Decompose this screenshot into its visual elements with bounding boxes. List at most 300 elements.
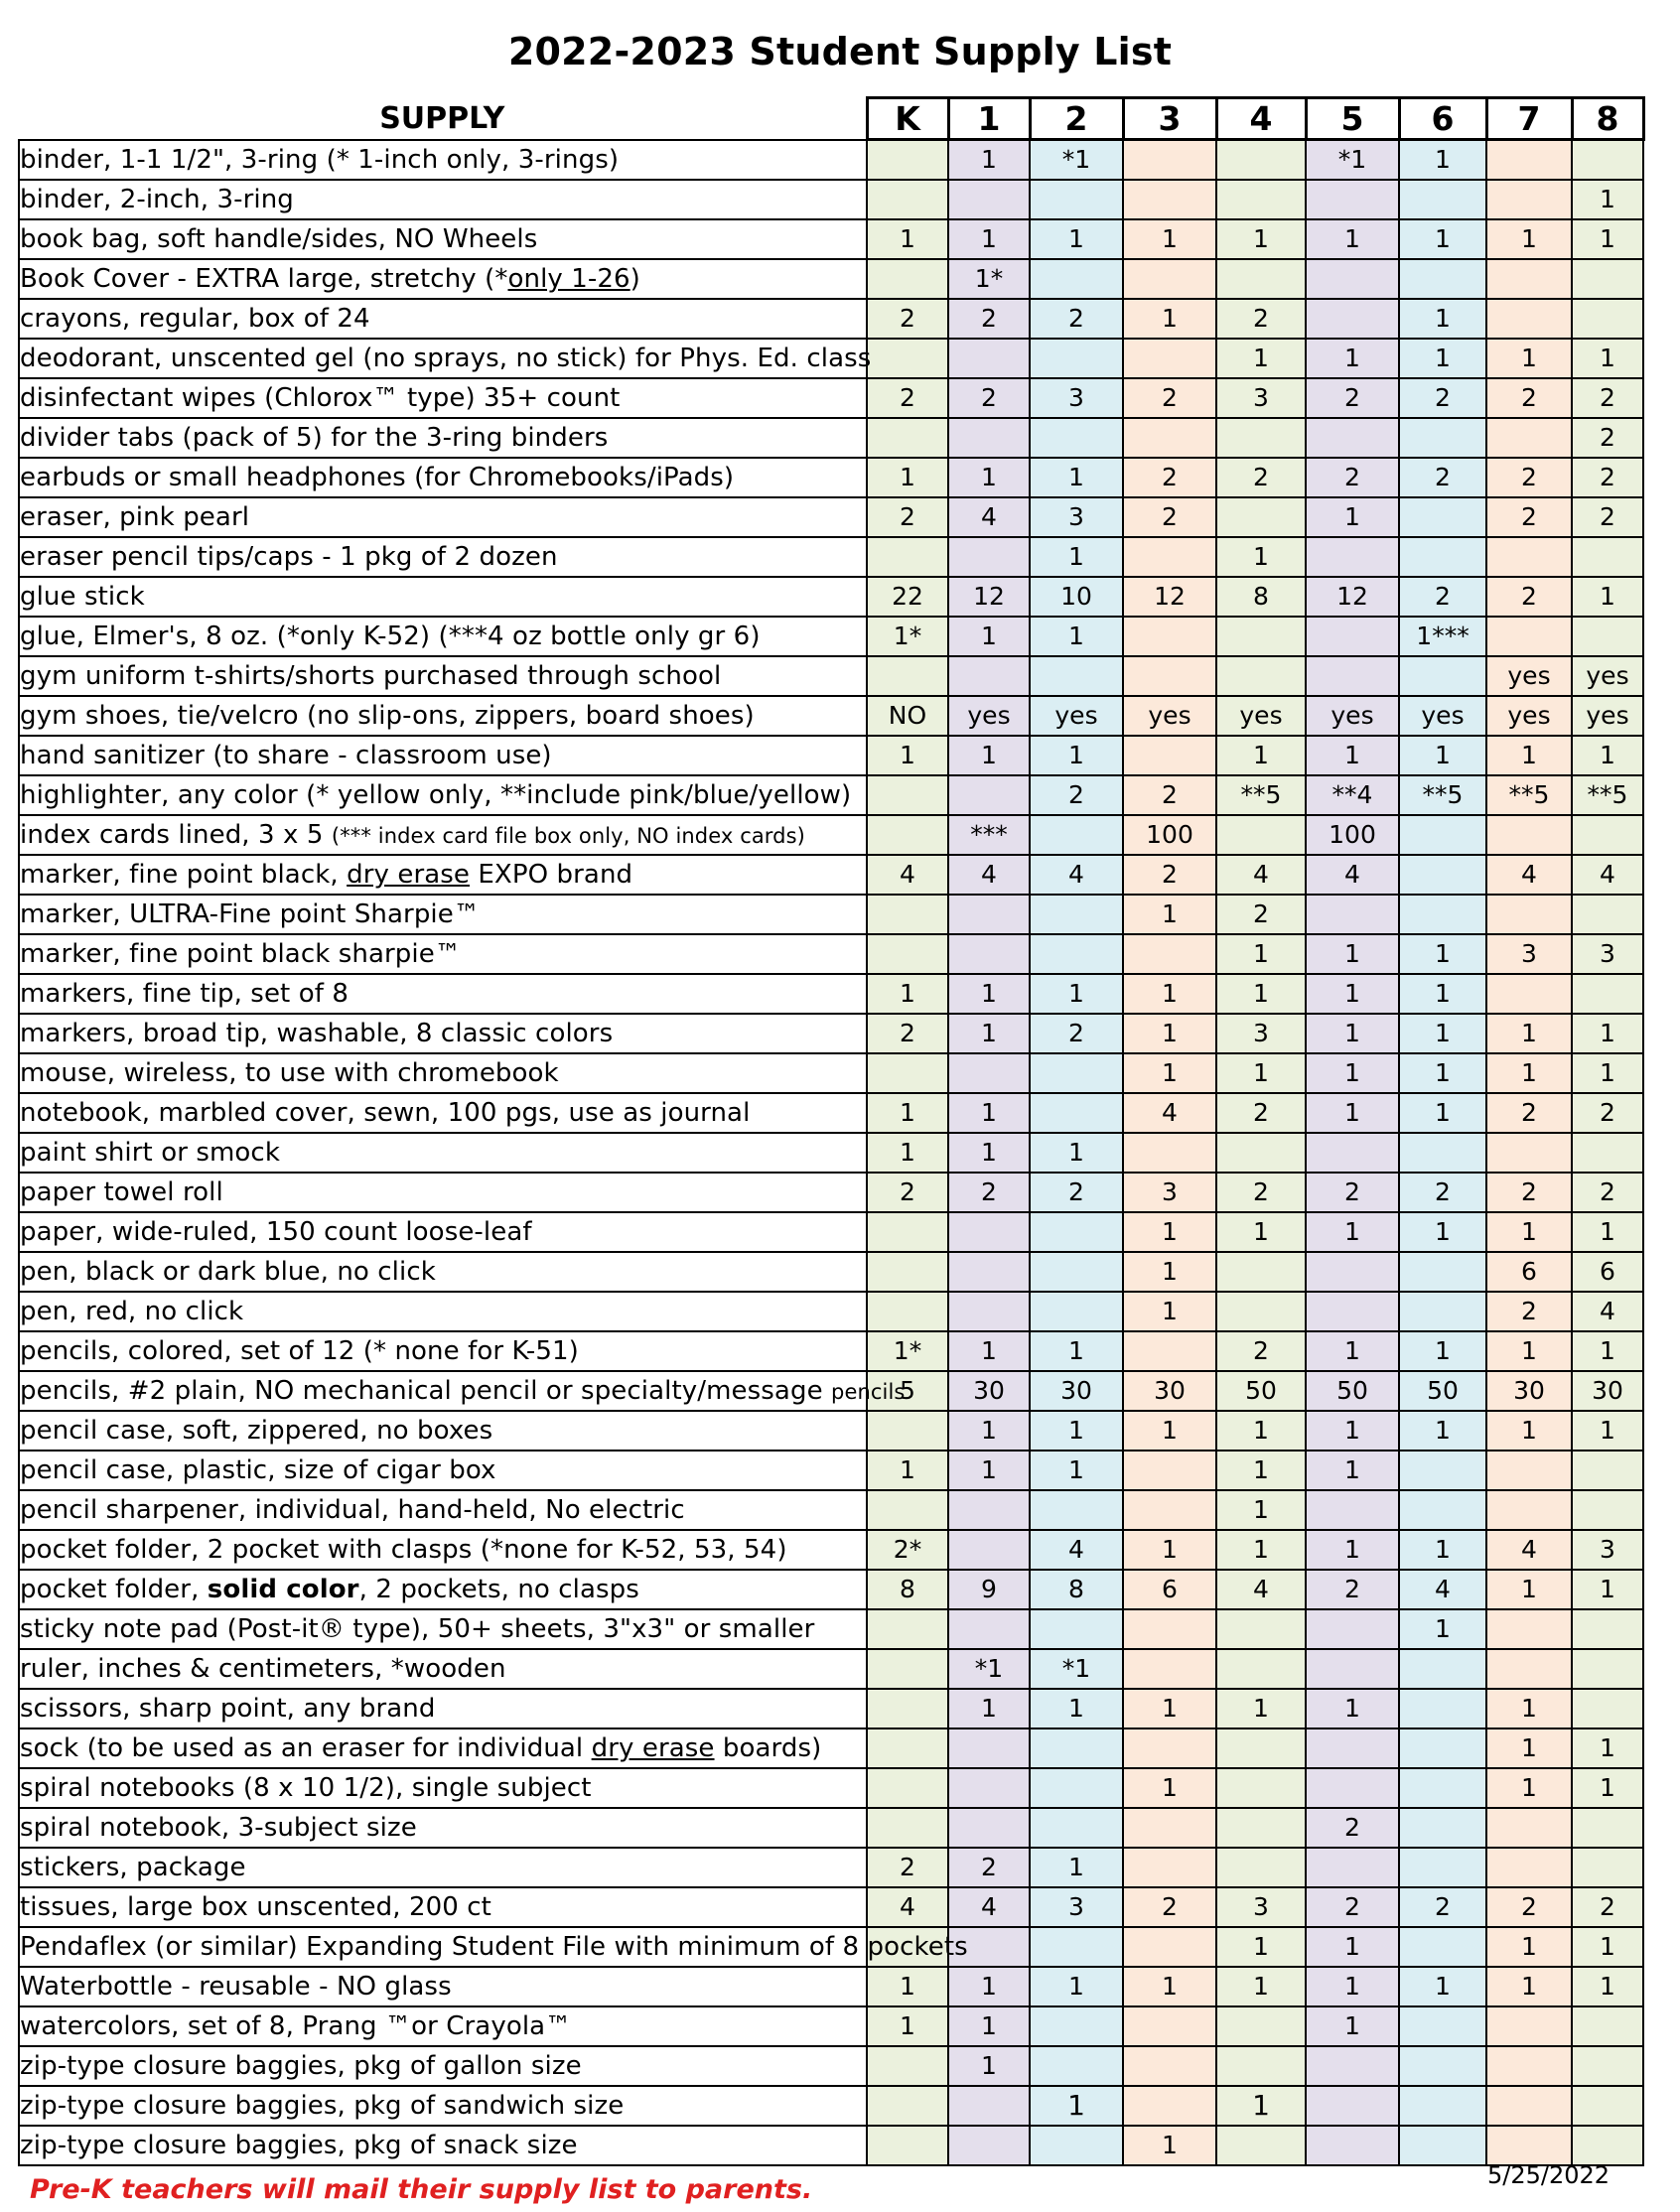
grade-cell-5 xyxy=(1306,1649,1399,1689)
supply-table xyxy=(18,96,1645,2166)
grade-cell-7: 1 xyxy=(1486,1768,1572,1808)
supply-item xyxy=(19,1609,867,1649)
grade-cell-8: 1 xyxy=(1572,1570,1643,1609)
table-row xyxy=(19,259,1643,299)
grade-cell-8 xyxy=(1572,1133,1643,1173)
grade-cell-6 xyxy=(1399,1649,1486,1689)
table-row xyxy=(19,1848,1643,1887)
grade-cell-1: 4 xyxy=(948,1887,1030,1927)
grade-cell-3 xyxy=(1123,2086,1216,2126)
grade-cell-2: 4 xyxy=(1030,855,1123,895)
supply-item-label: paper, wide-ruled, 150 count loose-leaf xyxy=(20,1216,532,1247)
table-row xyxy=(19,537,1643,577)
grade-cell-8 xyxy=(1572,617,1643,656)
grade-cell-k: 2 xyxy=(867,1014,948,1053)
grade-cell-k: 1 xyxy=(867,736,948,775)
grade-cell-3 xyxy=(1123,934,1216,974)
grade-cell-5: 100 xyxy=(1306,815,1399,855)
grade-cell-4 xyxy=(1216,656,1306,696)
supply-item xyxy=(19,458,867,497)
grade-cell-8: 1 xyxy=(1572,1212,1643,1252)
grade-cell-k xyxy=(867,934,948,974)
grade-cell-1 xyxy=(948,1728,1030,1768)
grade-cell-5 xyxy=(1306,2126,1399,2165)
supply-item-note: (*** index card file box only, NO index cards) xyxy=(331,823,805,848)
grade-cell-k xyxy=(867,2046,948,2086)
grade-cell-4: 1 xyxy=(1216,1212,1306,1252)
grade-cell-5 xyxy=(1306,1133,1399,1173)
grade-cell-5: 1 xyxy=(1306,934,1399,974)
grade-cell-3: 12 xyxy=(1123,577,1216,617)
grade-cell-1: 30 xyxy=(948,1371,1030,1411)
grade-cell-8 xyxy=(1572,1649,1643,1689)
grade-cell-2 xyxy=(1030,1490,1123,1530)
grade-cell-4: 1 xyxy=(1216,934,1306,974)
grade-cell-k xyxy=(867,140,948,180)
grade-cell-8: 1 xyxy=(1572,1053,1643,1093)
supply-item-label: pencil sharpener, individual, hand-held, No electric xyxy=(20,1494,685,1525)
grade-cell-5 xyxy=(1306,418,1399,458)
grade-cell-7: 1 xyxy=(1486,1411,1572,1451)
grade-cell-4 xyxy=(1216,1649,1306,1689)
grade-cell-4 xyxy=(1216,1768,1306,1808)
grade-cell-8: 1 xyxy=(1572,1967,1643,2006)
table-row xyxy=(19,577,1643,617)
supply-item xyxy=(19,2046,867,2086)
grade-cell-8 xyxy=(1572,974,1643,1014)
grade-cell-6: 1 xyxy=(1399,1331,1486,1371)
grade-cell-4 xyxy=(1216,140,1306,180)
grade-cell-2: 8 xyxy=(1030,1570,1123,1609)
grade-cell-6 xyxy=(1399,1689,1486,1728)
grade-cell-7 xyxy=(1486,1490,1572,1530)
supply-item-label: Pendaflex (or similar) Expanding Student File with minimum of 8 pockets xyxy=(20,1931,968,1962)
grade-cell-2: 1 xyxy=(1030,1689,1123,1728)
supply-item-note: pencils xyxy=(831,1379,906,1404)
grade-cell-k: 1 xyxy=(867,974,948,1014)
grade-cell-7: 1 xyxy=(1486,1014,1572,1053)
grade-cell-6 xyxy=(1399,1451,1486,1490)
supply-item xyxy=(19,2086,867,2126)
grade-cell-7 xyxy=(1486,1808,1572,1848)
grade-cell-6 xyxy=(1399,2086,1486,2126)
grade-header-4: 4 xyxy=(1216,98,1306,140)
grade-cell-3 xyxy=(1123,339,1216,378)
grade-cell-6 xyxy=(1399,1808,1486,1848)
supply-item xyxy=(19,1173,867,1212)
supply-item-label: marker, fine point black sharpie™ xyxy=(20,938,461,969)
grade-cell-8: 2 xyxy=(1572,1173,1643,1212)
grade-cell-8: 2 xyxy=(1572,1093,1643,1133)
grade-cell-2 xyxy=(1030,418,1123,458)
grade-cell-4: 1 xyxy=(1216,974,1306,1014)
grade-cell-5: 1 xyxy=(1306,1212,1399,1252)
supply-item xyxy=(19,1728,867,1768)
grade-cell-k: 1 xyxy=(867,219,948,259)
grade-cell-1: 1 xyxy=(948,1451,1030,1490)
grade-cell-4: 1 xyxy=(1216,1411,1306,1451)
grade-cell-1: 4 xyxy=(948,497,1030,537)
table-row xyxy=(19,934,1643,974)
grade-cell-4: 3 xyxy=(1216,1887,1306,1927)
grade-cell-8: 1 xyxy=(1572,1927,1643,1967)
table-row xyxy=(19,656,1643,696)
grade-header-6: 6 xyxy=(1399,98,1486,140)
supply-item-label: gym shoes, tie/velcro (no slip-ons, zippers, board shoes) xyxy=(20,700,755,731)
grade-cell-5 xyxy=(1306,2086,1399,2126)
supply-table-body xyxy=(19,140,1643,2165)
grade-cell-3 xyxy=(1123,537,1216,577)
table-row xyxy=(19,1252,1643,1292)
grade-cell-1: 1 xyxy=(948,2006,1030,2046)
grade-cell-5 xyxy=(1306,1252,1399,1292)
supply-item-label: pen, black or dark blue, no click xyxy=(20,1256,436,1287)
grade-header-k: K xyxy=(867,98,948,140)
grade-cell-8 xyxy=(1572,1609,1643,1649)
supply-item xyxy=(19,1927,968,1967)
grade-cell-4: 2 xyxy=(1216,1173,1306,1212)
supply-item xyxy=(19,219,867,259)
grade-cell-5 xyxy=(1306,1609,1399,1649)
supply-item xyxy=(19,1530,867,1570)
grade-cell-6 xyxy=(1399,537,1486,577)
grade-cell-6 xyxy=(1399,497,1486,537)
grade-cell-k: 1 xyxy=(867,1451,948,1490)
grade-cell-k: 1* xyxy=(867,617,948,656)
grade-cell-k: 1 xyxy=(867,1967,948,2006)
table-row xyxy=(19,1014,1643,1053)
grade-cell-5: 1 xyxy=(1306,1411,1399,1451)
grade-cell-1 xyxy=(948,2086,1030,2126)
table-row xyxy=(19,1451,1643,1490)
grade-cell-k: 1 xyxy=(867,2006,948,2046)
supply-item xyxy=(19,378,867,418)
grade-cell-5 xyxy=(1306,895,1399,934)
grade-cell-1 xyxy=(948,1292,1030,1331)
grade-cell-2: 3 xyxy=(1030,497,1123,537)
grade-cell-k xyxy=(867,775,948,815)
supply-item xyxy=(19,1490,867,1530)
grade-cell-8 xyxy=(1572,299,1643,339)
grade-cell-7: 2 xyxy=(1486,497,1572,537)
grade-cell-6: 1 xyxy=(1399,1530,1486,1570)
table-row xyxy=(19,1609,1643,1649)
grade-cell-3 xyxy=(1123,1331,1216,1371)
grade-cell-k: 22 xyxy=(867,577,948,617)
grade-cell-3 xyxy=(1123,180,1216,219)
supply-item xyxy=(19,1808,867,1848)
grade-cell-5 xyxy=(1306,1728,1399,1768)
grade-cell-3 xyxy=(1123,1728,1216,1768)
grade-cell-7: 3 xyxy=(1486,934,1572,974)
grade-cell-2 xyxy=(1030,259,1123,299)
grade-cell-7 xyxy=(1486,1848,1572,1887)
grade-cell-k xyxy=(867,1689,948,1728)
grade-cell-3 xyxy=(1123,1808,1216,1848)
supply-item xyxy=(19,1411,867,1451)
grade-cell-8: 1 xyxy=(1572,180,1643,219)
grade-cell-k: 8 xyxy=(867,1570,948,1609)
grade-cell-3: 2 xyxy=(1123,775,1216,815)
supply-item xyxy=(19,855,867,895)
table-row xyxy=(19,458,1643,497)
grade-cell-2 xyxy=(1030,895,1123,934)
table-row xyxy=(19,339,1643,378)
grade-cell-4: 2 xyxy=(1216,1093,1306,1133)
grade-cell-6: 1 xyxy=(1399,339,1486,378)
grade-cell-3: 1 xyxy=(1123,1292,1216,1331)
grade-cell-7: **5 xyxy=(1486,775,1572,815)
supply-item-label: hand sanitizer (to share - classroom use) xyxy=(20,740,552,770)
grade-cell-1: 1 xyxy=(948,1967,1030,2006)
grade-cell-4 xyxy=(1216,617,1306,656)
grade-cell-4 xyxy=(1216,180,1306,219)
grade-cell-7: 1 xyxy=(1486,1728,1572,1768)
grade-cell-6: 1 xyxy=(1399,934,1486,974)
grade-cell-3: 2 xyxy=(1123,458,1216,497)
grade-cell-6 xyxy=(1399,815,1486,855)
grade-cell-k xyxy=(867,537,948,577)
grade-cell-6 xyxy=(1399,1292,1486,1331)
grade-cell-5: 1 xyxy=(1306,497,1399,537)
grade-cell-7: yes xyxy=(1486,656,1572,696)
grade-cell-7: 1 xyxy=(1486,1927,1572,1967)
grade-header-3: 3 xyxy=(1123,98,1216,140)
grade-cell-5 xyxy=(1306,299,1399,339)
grade-cell-2 xyxy=(1030,934,1123,974)
grade-cell-2 xyxy=(1030,1808,1123,1848)
grade-cell-4: 8 xyxy=(1216,577,1306,617)
table-row xyxy=(19,299,1643,339)
table-row xyxy=(19,1133,1643,1173)
grade-cell-4: yes xyxy=(1216,696,1306,736)
grade-cell-2 xyxy=(1030,1252,1123,1292)
grade-cell-1: 1 xyxy=(948,974,1030,1014)
grade-cell-k xyxy=(867,339,948,378)
grade-cell-7: yes xyxy=(1486,696,1572,736)
grade-cell-2: 30 xyxy=(1030,1371,1123,1411)
grade-cell-5 xyxy=(1306,2046,1399,2086)
grade-cell-8: 2 xyxy=(1572,458,1643,497)
grade-cell-5 xyxy=(1306,180,1399,219)
grade-cell-3: 1 xyxy=(1123,1689,1216,1728)
grade-cell-8: 1 xyxy=(1572,1411,1643,1451)
grade-cell-7 xyxy=(1486,2046,1572,2086)
grade-cell-8 xyxy=(1572,2126,1643,2165)
grade-cell-2: 10 xyxy=(1030,577,1123,617)
grade-cell-5 xyxy=(1306,259,1399,299)
grade-cell-6: 2 xyxy=(1399,1887,1486,1927)
grade-cell-1: 1 xyxy=(948,617,1030,656)
supply-item xyxy=(19,1768,867,1808)
grade-cell-5 xyxy=(1306,1490,1399,1530)
table-row xyxy=(19,1927,1643,1967)
supply-item xyxy=(19,1252,867,1292)
grade-cell-6: 1 xyxy=(1399,974,1486,1014)
grade-cell-7: 2 xyxy=(1486,458,1572,497)
grade-cell-6 xyxy=(1399,2046,1486,2086)
grade-cell-k xyxy=(867,418,948,458)
grade-cell-5: 1 xyxy=(1306,736,1399,775)
grade-cell-7: 2 xyxy=(1486,1292,1572,1331)
grade-cell-3: 1 xyxy=(1123,1411,1216,1451)
supply-item-label: pocket folder, 2 pocket with clasps (*none for K-52, 53, 54) xyxy=(20,1534,787,1565)
grade-cell-3 xyxy=(1123,418,1216,458)
grade-cell-3 xyxy=(1123,1848,1216,1887)
grade-cell-7: 1 xyxy=(1486,1331,1572,1371)
table-row xyxy=(19,1570,1643,1609)
grade-cell-2 xyxy=(1030,1093,1123,1133)
grade-cell-2: 1 xyxy=(1030,1411,1123,1451)
grade-cell-5: 50 xyxy=(1306,1371,1399,1411)
grade-cell-3: 1 xyxy=(1123,2126,1216,2165)
grade-cell-6 xyxy=(1399,259,1486,299)
grade-cell-k xyxy=(867,1411,948,1451)
grade-cell-5 xyxy=(1306,656,1399,696)
supply-item xyxy=(19,418,867,458)
supply-item-label: binder, 2-inch, 3-ring xyxy=(20,184,294,214)
grade-cell-1: 1 xyxy=(948,1014,1030,1053)
grade-cell-5 xyxy=(1306,1768,1399,1808)
grade-cell-k: 2 xyxy=(867,1173,948,1212)
table-row xyxy=(19,2046,1643,2086)
grade-cell-4 xyxy=(1216,1252,1306,1292)
grade-cell-k xyxy=(867,656,948,696)
grade-cell-5: 1 xyxy=(1306,1689,1399,1728)
grade-cell-7: 1 xyxy=(1486,1967,1572,2006)
supply-item-label: pencils, colored, set of 12 (* none for K-51) xyxy=(20,1335,579,1366)
grade-cell-4: **5 xyxy=(1216,775,1306,815)
grade-cell-3: 2 xyxy=(1123,497,1216,537)
grade-cell-3: 1 xyxy=(1123,1768,1216,1808)
grade-cell-k: 4 xyxy=(867,855,948,895)
grade-cell-1: 1 xyxy=(948,219,1030,259)
table-row xyxy=(19,1728,1643,1768)
grade-cell-1: 2 xyxy=(948,378,1030,418)
grade-cell-7: 1 xyxy=(1486,1212,1572,1252)
grade-cell-5: 2 xyxy=(1306,1570,1399,1609)
grade-cell-7: 4 xyxy=(1486,1530,1572,1570)
grade-cell-k xyxy=(867,1768,948,1808)
grade-cell-5: 1 xyxy=(1306,974,1399,1014)
grade-cell-5: 2 xyxy=(1306,1173,1399,1212)
grade-cell-3: 1 xyxy=(1123,1014,1216,1053)
grade-cell-1: 1 xyxy=(948,1133,1030,1173)
grade-cell-k: 2* xyxy=(867,1530,948,1570)
grade-cell-3: 1 xyxy=(1123,1053,1216,1093)
supply-item-label: highlighter, any color (* yellow only, **include pink/blue/yellow) xyxy=(20,779,852,810)
table-row xyxy=(19,140,1643,180)
grade-cell-3: 2 xyxy=(1123,855,1216,895)
grade-cell-1: 1* xyxy=(948,259,1030,299)
supply-item xyxy=(19,1848,867,1887)
grade-cell-4 xyxy=(1216,1848,1306,1887)
grade-cell-1 xyxy=(948,775,1030,815)
grade-cell-5: 2 xyxy=(1306,1808,1399,1848)
supply-item-label: mouse, wireless, to use with chromebook xyxy=(20,1057,559,1088)
grade-cell-4: 1 xyxy=(1216,1967,1306,2006)
grade-cell-1 xyxy=(948,1609,1030,1649)
grade-cell-3: 1 xyxy=(1123,219,1216,259)
table-row xyxy=(19,1053,1643,1093)
grade-cell-7: 1 xyxy=(1486,1053,1572,1093)
grade-cell-1: 1 xyxy=(948,1331,1030,1371)
supply-item xyxy=(19,1292,867,1331)
grade-cell-7: 2 xyxy=(1486,378,1572,418)
grade-cell-5: 1 xyxy=(1306,1053,1399,1093)
grade-cell-2: 1 xyxy=(1030,1451,1123,1490)
grade-cell-8: 1 xyxy=(1572,577,1643,617)
grade-cell-7 xyxy=(1486,815,1572,855)
grade-cell-6 xyxy=(1399,1490,1486,1530)
supply-item xyxy=(19,497,867,537)
supply-item xyxy=(19,1689,867,1728)
grade-cell-2: 1 xyxy=(1030,537,1123,577)
grade-cell-4: 50 xyxy=(1216,1371,1306,1411)
grade-cell-8: 1 xyxy=(1572,219,1643,259)
grade-cell-7 xyxy=(1486,974,1572,1014)
grade-cell-3: 1 xyxy=(1123,299,1216,339)
grade-cell-8: 1 xyxy=(1572,1014,1643,1053)
supply-item xyxy=(19,1014,867,1053)
grade-cell-2: 4 xyxy=(1030,1530,1123,1570)
supply-item-label: gym uniform t-shirts/shorts purchased through school xyxy=(20,660,722,691)
grade-cell-8: **5 xyxy=(1572,775,1643,815)
grade-cell-2: 1 xyxy=(1030,1133,1123,1173)
supply-item-label: Book Cover - EXTRA large, stretchy (*only 1-26) xyxy=(20,263,640,294)
grade-cell-6 xyxy=(1399,1252,1486,1292)
supply-item-label: glue stick xyxy=(20,581,145,612)
grade-cell-6: 1 xyxy=(1399,1093,1486,1133)
supply-item-label: watercolors, set of 8, Prang ™or Crayola™ xyxy=(20,2010,572,2041)
table-row xyxy=(19,1490,1643,1530)
supply-item xyxy=(19,577,867,617)
table-header-row xyxy=(19,98,1643,140)
grade-cell-8 xyxy=(1572,1689,1643,1728)
supply-item xyxy=(19,1133,867,1173)
grade-cell-k xyxy=(867,2126,948,2165)
supply-item-label: sock (to be used as an eraser for individual dry erase boards) xyxy=(20,1732,822,1763)
grade-cell-7 xyxy=(1486,140,1572,180)
grade-cell-8 xyxy=(1572,895,1643,934)
grade-cell-6: 1 xyxy=(1399,1411,1486,1451)
supply-item xyxy=(19,537,867,577)
table-row xyxy=(19,497,1643,537)
supply-item-label: pen, red, no click xyxy=(20,1296,244,1326)
footer-note: Pre-K teachers will mail their supply list to parents. xyxy=(30,2174,813,2205)
grade-cell-6 xyxy=(1399,895,1486,934)
supply-item-label: eraser, pink pearl xyxy=(20,501,250,532)
grade-cell-1 xyxy=(948,537,1030,577)
grade-cell-8 xyxy=(1572,537,1643,577)
grade-cell-6: 2 xyxy=(1399,577,1486,617)
grade-cell-3 xyxy=(1123,736,1216,775)
grade-cell-6 xyxy=(1399,1927,1486,1967)
grade-cell-6: 2 xyxy=(1399,458,1486,497)
table-row xyxy=(19,1768,1643,1808)
grade-cell-4: 1 xyxy=(1216,1927,1306,1967)
supply-item xyxy=(19,1649,867,1689)
grade-cell-7: 2 xyxy=(1486,1887,1572,1927)
grade-cell-5: 1 xyxy=(1306,339,1399,378)
grade-cell-3: 1 xyxy=(1123,1530,1216,1570)
grade-cell-4: 4 xyxy=(1216,1570,1306,1609)
grade-cell-5: 2 xyxy=(1306,458,1399,497)
supply-item-label: sticky note pad (Post-it® type), 50+ sheets, 3"x3" or smaller xyxy=(20,1613,815,1644)
grade-cell-8 xyxy=(1572,1808,1643,1848)
grade-cell-7 xyxy=(1486,895,1572,934)
grade-cell-3: 1 xyxy=(1123,895,1216,934)
